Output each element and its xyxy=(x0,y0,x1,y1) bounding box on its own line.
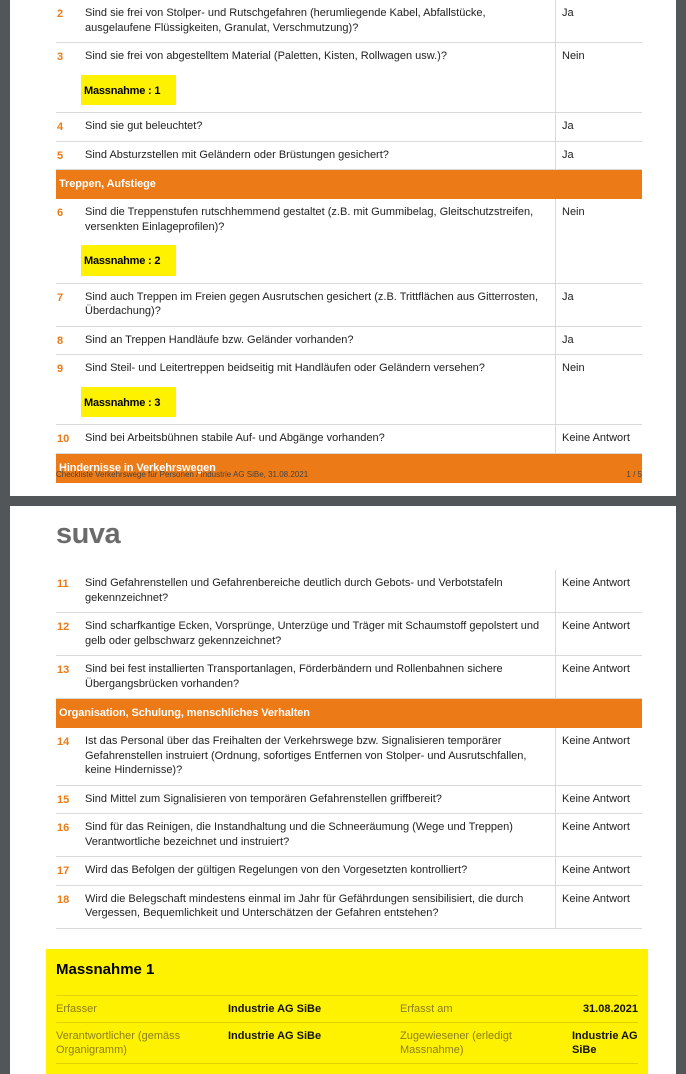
answer-value: Ja xyxy=(562,148,574,161)
question-number: 18 xyxy=(57,893,70,906)
answer-value: Keine Antwort xyxy=(562,663,630,675)
question-text: Sind die Treppenstufen rutschhemmend gestaltet (z.B. mit Gummibelag, Gleitschutzstreifen, versenkten Einlageprofilen)? xyxy=(85,206,534,233)
question-row xyxy=(56,0,642,43)
checklist-table xyxy=(56,0,642,483)
pdf-page-1 xyxy=(10,0,676,496)
question-cell xyxy=(85,613,556,655)
question-row xyxy=(56,656,642,699)
question-row xyxy=(56,199,642,284)
question-text: Sind Mittel zum Signalisieren von temporären Gefahrenstellen griffbereit? xyxy=(85,792,442,805)
massnahme-row xyxy=(56,1023,638,1064)
question-number: 9 xyxy=(57,363,64,375)
question-text: Wird die Belegschaft mindestens einmal im Jahr für Gefährdungen sensibilisiert, die durch Vergessen, Bequemlichkeit und Unterschätzen der Gefahren entstehen? xyxy=(85,892,524,919)
question-number: 12 xyxy=(57,621,70,633)
massnahme-row xyxy=(56,996,638,1023)
answer-value: Ja xyxy=(562,290,574,303)
answer-value: Keine Antwort xyxy=(562,864,630,876)
page-number: 1 / 5 xyxy=(626,470,642,479)
verantwortlicher-label: Verantwortlicher (gemäss Organigramm) xyxy=(56,1030,181,1056)
answer-value: Nein xyxy=(562,50,585,62)
massnahme-badge[interactable]: Massnahme : 3 xyxy=(81,387,176,418)
massnahme-badge[interactable]: Massnahme : 1 xyxy=(81,75,176,106)
question-number: 6 xyxy=(57,207,64,219)
question-number: 5 xyxy=(57,149,64,162)
answer-value: Nein xyxy=(562,362,585,374)
question-number: 8 xyxy=(57,334,64,347)
erfasser-label: Erfasser xyxy=(56,1003,97,1015)
question-text: Sind für das Reinigen, die Instandhaltung und die Schneeräumung (Wege und Treppen) Verantwortliche bezeichnet und instruiert? xyxy=(85,821,513,848)
question-cell xyxy=(85,355,556,424)
question-text: Sind Absturzstellen mit Geländern oder Brüstungen gesichert? xyxy=(85,148,389,161)
question-row xyxy=(56,142,642,171)
section-header: Treppen, Aufstiege xyxy=(56,170,642,199)
question-text: Sind Gefahrenstellen und Gefahrenbereiche deutlich durch Gebots- und Verbotstafeln gekennzeichnet? xyxy=(85,577,503,604)
suva-logo: suva xyxy=(56,518,121,550)
question-cell xyxy=(85,728,556,785)
question-number: 15 xyxy=(57,793,70,806)
answer-value: Keine Antwort xyxy=(562,892,630,905)
question-cell xyxy=(85,656,556,698)
question-row xyxy=(56,113,642,142)
question-cell xyxy=(85,327,556,355)
question-text: Sind sie frei von abgestelltem Material (Paletten, Kisten, Rollwagen usw.)? xyxy=(85,50,447,62)
question-number: 16 xyxy=(57,822,70,834)
question-text: Sind Steil- und Leitertreppen beidseitig mit Handläufen oder Geländern versehen? xyxy=(85,362,485,374)
question-row xyxy=(56,284,642,327)
erfasser-value: Industrie AG SiBe xyxy=(228,1003,322,1015)
pdf-page-2 xyxy=(10,506,676,1074)
answer-value: Keine Antwort xyxy=(562,792,630,805)
question-text: Wird das Befolgen der gültigen Regelungen von den Vorgesetzten kontrolliert? xyxy=(85,864,468,876)
erfasst-am-value: 31.08.2021 xyxy=(582,1003,638,1015)
question-number: 2 xyxy=(57,8,64,20)
question-cell xyxy=(85,857,556,885)
zugewiesener-label: Zugewiesener (erledigt Massnahme) xyxy=(400,1030,512,1056)
answer-value: Ja xyxy=(562,333,574,346)
question-text: Sind an Treppen Handläufe bzw. Geländer vorhanden? xyxy=(85,333,354,346)
question-row xyxy=(56,613,642,656)
question-row xyxy=(56,857,642,886)
massnahme-box xyxy=(46,949,648,1074)
question-number: 7 xyxy=(57,291,64,304)
question-cell xyxy=(85,284,556,326)
answer-value: Keine Antwort xyxy=(562,821,630,833)
question-cell xyxy=(85,142,556,170)
question-cell xyxy=(85,814,556,856)
question-number: 17 xyxy=(57,865,70,877)
question-group xyxy=(56,0,642,170)
question-cell xyxy=(85,570,556,612)
question-row xyxy=(56,570,642,613)
page-footer xyxy=(56,470,642,479)
question-number: 11 xyxy=(57,578,69,590)
question-text: Ist das Personal über das Freihalten der Verkehrswege bzw. Signalisieren temporärer Gefahrenstellen instruiert (Ordnung, sofortiges Entfernen von Stolper- und Ausrutschfallen, keine Hindernisse)? xyxy=(85,735,527,776)
question-number: 10 xyxy=(57,433,70,445)
footer-document-title: Checkliste Verkehrswege für Personen / Industrie AG SiBe, 31.08.2021 xyxy=(56,470,309,479)
question-group xyxy=(56,199,642,454)
massnahme-title: Massnahme 1 xyxy=(56,961,155,978)
answer-value: Keine Antwort xyxy=(562,577,630,589)
massnahme-badge[interactable]: Massnahme : 2 xyxy=(81,245,176,276)
erfasst-am-label: Erfasst am xyxy=(400,1003,453,1015)
question-row xyxy=(56,814,642,857)
massnahme-details xyxy=(56,995,638,1064)
answer-value: Keine Antwort xyxy=(562,620,630,632)
question-row xyxy=(56,355,642,425)
question-cell xyxy=(85,886,556,928)
question-row xyxy=(56,786,642,815)
answer-value: Keine Antwort xyxy=(562,735,630,747)
answer-value: Ja xyxy=(562,120,574,132)
question-number: 4 xyxy=(57,121,64,133)
question-cell xyxy=(85,43,556,112)
answer-value: Ja xyxy=(562,7,574,19)
answer-value: Keine Antwort xyxy=(562,432,630,444)
question-text: Sind bei fest installierten Transportanlagen, Förderbändern und Rollenbahnen sichere Übergangsbrücken vorhanden? xyxy=(85,663,503,690)
question-number: 13 xyxy=(57,664,70,676)
question-number: 3 xyxy=(57,51,64,63)
question-group xyxy=(56,728,642,929)
question-number: 14 xyxy=(57,736,70,748)
verantwortlicher-value: Industrie AG SiBe xyxy=(228,1030,322,1042)
question-text: Sind sie gut beleuchtet? xyxy=(85,120,203,132)
question-cell xyxy=(85,199,556,283)
checklist-table xyxy=(56,570,642,929)
question-group xyxy=(56,570,642,699)
question-cell xyxy=(85,425,556,453)
question-row xyxy=(56,886,642,929)
zugewiesener-value: Industrie AG SiBe xyxy=(572,1030,638,1056)
question-text: Sind sie frei von Stolper- und Rutschgefahren (herumliegende Kabel, Abfallstücke, ausgelaufene Flüssigkeiten, Granulat, Verschmutzung)? xyxy=(85,7,486,34)
question-row xyxy=(56,425,642,454)
question-text: Sind auch Treppen im Freien gegen Ausrutschen gesichert (z.B. Trittflächen aus Gitterrosten, Überdachung)? xyxy=(85,290,539,317)
question-row xyxy=(56,728,642,786)
question-row xyxy=(56,43,642,113)
section-header: Hindernisse in Verkehrswegen xyxy=(56,454,642,483)
question-cell xyxy=(85,786,556,814)
question-cell xyxy=(85,0,556,42)
question-cell xyxy=(85,113,556,141)
question-row xyxy=(56,327,642,356)
section-header: Organisation, Schulung, menschliches Verhalten xyxy=(56,699,642,728)
answer-value: Nein xyxy=(562,206,585,218)
question-text: Sind scharfkantige Ecken, Vorsprünge, Unterzüge und Träger mit Schaumstoff gepolstert und gelb oder gelbschwarz gekennzeichnet? xyxy=(85,620,540,647)
question-text: Sind bei Arbeitsbühnen stabile Auf- und Abgänge vorhanden? xyxy=(85,432,385,444)
